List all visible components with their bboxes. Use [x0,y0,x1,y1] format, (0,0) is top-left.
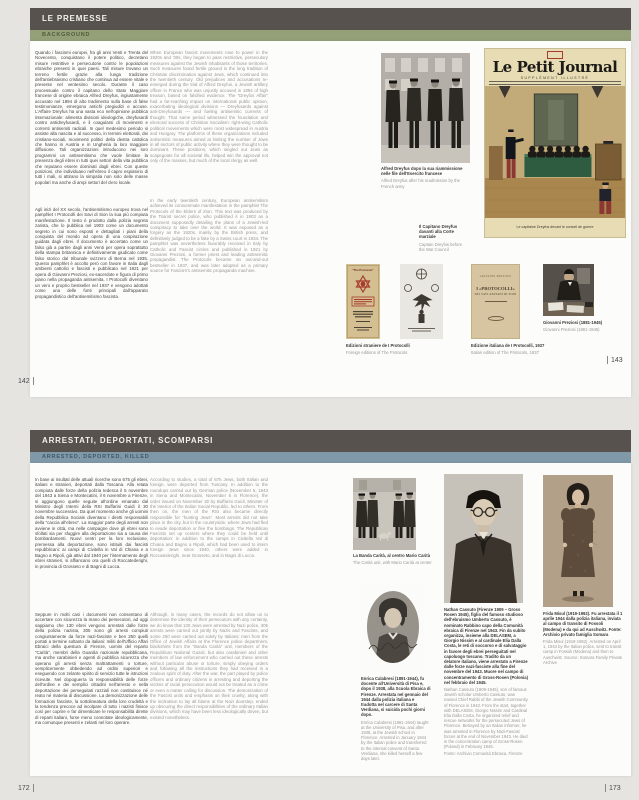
caption-italian: Enrica Calabresi (1891-1944), fu docente all'Università di Pisa e, dopo il 1938, alla Scuola Ebraica di Firenze. Arrestata nel gennaio del 1944 dalla polizia italiana e tradotta nel carcere di Santa Verdiana, si suicida pochi giorni dopo. [361,676,431,718]
caption-source: Fonte: Archivio Comunità Ebraica, Firenze [444,751,523,757]
petit-journal-cover [484,48,626,238]
cover-subtitle-line: DEI SAVI ANZIANI DI SION [474,293,517,296]
cassuto-portrait-photo [444,474,523,603]
caption-english: Foreign editions of The Protocols [346,350,408,356]
dreyfus-readmission-photo [381,53,470,163]
dreyfus-photo-caption [381,166,467,189]
petit-journal-rules [489,81,621,85]
caption-italian: Edizione italiana de I Protocolli, 1937 [471,343,545,348]
caption-italian: Alfred Dreyfus dopo la sua riammissione nelle file dell'Esercito francese [381,166,463,177]
foreign-editions-caption [346,343,451,355]
italian-text-paragraph-2: Agli inizi del XX secolo, l'antisemitismo europeo trova nel pamphlet I Protocolli dei Savi di Sion la sua più compiuta manifestazione. Il testo è prodotto dalla polizia segreta zarista, che lo pubblica nel 1903 come un documento segreto in cui sono esposti e dettagliati i piani della conquista del mondo ad opera di una cospirazione guidata dagli ebrei. Il documento è accertato come un falso già a partire dagli anni Venti per opera soprattutto della stampa britannica e definitivamente giudicato come falso storico dal tribunale svizzero di Berna nel 1935. Questo pamphlet è accolto però con favore in Italia dagli ambienti cattolici e fascisti e pubblicato nel 1921 per opera di Giovanni Preziosi, ex-sacerdote e figura di primo piano nella propaganda antisemita. I Protocolli diventano un vero e proprio bestseller nel 1937 e vengono adottati come una delle fonti principali dall'apparato propagandistico dell'antisemitismo fascista. [35,207,148,299]
italian-edition-caption [471,343,561,355]
caption-italian: Frida Misul (1919-1992). Fu arrestata il 1 aprile 1944 dalla polizia italiana, inviata al campo di transito di Fossoli (Modena) e da qui ad Auschwitz. Fonte: Archivio privato famiglia Somara [543,611,623,637]
cover-author-line: GIOVANNI PREZIOSI [479,275,512,278]
caption-italian: Nathan Cassuto (Firenze 1909 – Gross Rosen 1945), figlio del famoso studioso dell'ebraismo Umberto Cassuto, è nominato Rabbino capo della Comunità ebraica di Firenze nel 1943. Fin da subito organizza, insieme alla DELASEM, a Giorgio Nissim e al cardinale Elia Dalla Costa, le reti di soccorso e di salvataggio in favore degli ebrei perseguitati nel capoluogo toscano. Tradito da un delatore italiano, viene arrestato a Firenze dalle forze nazi-fasciste alla fine del novembre del 1943. Muore nel campo di concentramento di Gross-Rosen (Polonia) nel febbraio del 1945. [444,607,528,685]
misul-caption [543,611,623,665]
caption-english: The Carità unit, with Mario Carità at center [353,560,432,566]
calabresi-portrait-photo [361,585,425,673]
english-text-paragraph-1: When European fascist movements rose to power in the 1920s and '30s, they began to pass restrictive, persecutory measures against the Jewish inhabitants of those territories. Such measures found fertile ground in the long tradition of Christian discrimination against Jews, which continued into the twentieth century. Old prejudices and accusations re-emerged during the trial of Alfred Dreyfus, a Jewish artillery officer in France who was unjustly accused in 1894 of high treason, based on falsified evidence. The “Dreyfus Affair” had a far-reaching impact on international public opinion, exacerbating ideological divisions — Dreyfusards against anti-Dreyfusards — and fueling antisemitic currents of thought. That same period witnessed the foundation and electoral success of Christian Socialism: right-wing Catholic political movements which were most widespread in Austria and Hungary. The platforms of these organizations included antisemitic measures aimed at limiting the number of Jews in all sectors of public activity where they were thought to be dominant. These positions, which singled out Jews as scapegoats for all societal ills, helped win the approval not only of the masses, but much of the local clergy as well. [150,50,268,164]
section-title-premesse: LE PREMESSE [42,14,108,23]
page-number-value: 142 [18,377,30,385]
caption-english: Frida Misul (1919-1992). Arrested on April 1, 1944 by the Italian police, sent to transit camp in Fossoli (Modena) and then to Auschwitz. Source: Somara Family Private Archive [543,639,623,665]
page-number-value: 143 [611,356,623,364]
caption-english: Enrica Calabresi (1891-1944) taught at the University of Pisa, and after 1938, at the Jewish school in Florence. Arrested in January 1944 by the Italian police and transferred to the internal convent of Santa Verdiana, she killed herself a few days later. [361,719,429,762]
section-subtitle-arrested: ARRESTED, DEPORTED, KILLED [42,454,150,460]
caption-english: Italian edition of The Protocols, 1937 [471,350,539,356]
section-header-premesse [30,8,631,30]
court-martial-caption [419,224,467,252]
english-text-paragraph-3: According to studies, a total of 675 Jews, both Italian and foreign, were deported from Tuscany. In addition to the roundups carried out by German police (November 5, 1943 in Siena and Montecatini, November 6 in Florence), the order issued on November 30 by Buffarini Guidi, Minister of the Interior of the Italian Social Republic, led to others. From then on, the men of the RSI also became directly responsible for “hunting Jews”. Most arrests did not take place in the city, but in the countryside, where Jews had fled to evade deportation or flee the bombings. The Republican Fascists set up centers where they could be held until deportation: in addition to the camps in Civitella Val di Chiana and Bagno a Ripoli, which had been used to intern foreign Jews since 1940, others were added in Roccatederighi, near Grosseto, and in Bagni di Lucca. [150,477,268,558]
page-number-right-top [604,356,623,364]
caption-english: Nathan Cassuto (1909-1945), son of famous Jewish scholar Umberto Cassuto, was named Chief Rabbi of the Jewish Community of Florence in 1943. From the start, together with DELASEM, Giorgio Nissim and Cardinal Elia Dalla Costa, he organized relief and rescue networks for the persecuted Jews of Florence. Betrayed by an Italian informer, he was arrested in Florence by Nazi-Fascist forces at the end of November 1943. He died in the concentration camp of Gross-Rosen (Poland) in February 1945. [444,687,528,750]
cover-publisher-mark [488,316,504,321]
preziosi-portrait-photo [543,264,594,316]
caption-english: Captain Dreyfus before the War Council [419,241,463,252]
cassuto-caption [444,607,528,757]
page-number-right-bottom [602,784,621,792]
caption-italian: Edizioni straniere de I Protocolli [346,343,410,348]
misul-portrait-photo [543,475,613,607]
petit-journal-subtitle: SUPPLÉMENT ILLUSTRÉ [520,76,590,80]
page-number-left-bottom [18,784,37,792]
calabresi-caption [361,676,431,761]
caption-english: Alfred Dreyfus after his readmission by the French army [381,178,460,189]
banda-carita-caption [353,553,443,565]
italian-text-paragraph-3: In base ai risultati delle attuali ricerche sono 675 gli ebrei, italiani e stranieri, deportati dalla Toscana. Alla retata compiuta dalle forze della polizia tedesca il 5 novembre del 1943 a Siena e Montecatini, il 6 novembre a Firenze, si aggiungono quelle seguite all'ordine emanato dal Ministro degli Interni della RSI Buffarini Guidi il 30 novembre successivo. Da quel momento anche gli uomini della Repubblica Sociale diventano i diretti responsabili della “caccia all'ebreo”. La maggior parte degli arresti non avviene in città, ma nelle campagne dove gli ebrei sono sfollati sia per sfuggire alla deportazione sia a causa dei bombardamenti. Nuovi centri per la loro reclusione, premessa alla deportazione, sono istituiti dai fascisti repubblicani: ai campi di Civitella in Val di Chiana e a Bagno a Ripoli, già attivi dal 1940 per l'internamento degli ebrei stranieri, si affiancano ora quelli di Roccatederighi, in provincia di Grosseto e di Bagni di Lucca. [35,477,148,569]
section-subtitle-background: BACKGROUND [42,32,91,38]
english-text-paragraph-2: In the early twentieth century, European antisemitism achieved its consummate manifestation in the pamphlet The Protocols of the Elders of Zion. This text was produced by the Tsarist secret police, who published it in 1903 as a document supposedly detailing the plans of a Jewish-led conspiracy to take over the world. It was exposed as a forgery as the 1920s, mainly by the British press, and definitively judged to be a fake by a Swiss court in 1934. The pamphlet was nevertheless favorably received in Italy by Catholic and Fascist circles and published in 1921 by Giovanni Preziosi, a former priest and leading antisemitic propagandist. The Protocols became an out-and-out bestseller in 1937, and was later adopted as a primary source for Fascism's antisemitic propaganda machine. [150,198,268,274]
page-number-value: 173 [609,784,621,792]
protocols-cover-title: “The Protocols” [352,268,374,272]
section-header-arrestati [30,430,631,452]
caption-english: Giovanni Preziosi (1881-1945) [543,327,600,333]
page-number-left-top [18,377,37,385]
protocols-foreign-cover-2 [400,264,443,339]
cover-title-line: I «PROTOCOLLI» [476,286,515,291]
banda-carita-photo [353,478,416,550]
english-text-paragraph-4: Although, in many cases, the records do not allow us to determine the identity of their persecutors with any certainty, we do know that 130 Jews were arrested by Nazi police, 305 arrests were carried out jointly by Nazis and Fascists, and some 250 were carried out solely by Italians: men from the Office of Jewish Affairs at the Florence police department, blackshirts from the “Banda Carità” unit, members of the Republican National Guard, but also carabinieri and other members of law enforcement who carried out these arrests without particular abuse or torture, simply obeying orders and following all the instructions they had received in a zealous spirit of duty. After the war, the part played by police officers and ordinary citizens in arresting and deporting the victims of racial persecution would not be treated as a crime or even a matter calling for discussion. The demonization of the Fascist units and emphasis on their cruelty, along with the inclination to lay all blame at the Nazi doorstep, ended up obscuring the direct responsibilities of the ordinary Italian divisions, which may have been less ideologically driven, but existed nonetheless. [150,612,268,720]
caption-italian: La Banda Carità, al centro Mario Carità [353,553,431,558]
section-subheader-background [30,30,631,41]
protocols-foreign-cover-1 [346,264,380,339]
caption-italian: Il Capitano Dreyfus davanti alla Corte marziale [419,224,458,240]
italian-text-paragraph-1: Quando i fascismi europei, fra gli anni Venti e Trenta del Novecento, conquistano il potere politico, decretano misure restrittive e persecutorie contro le popolazioni ebraiche presenti in quei paesi. Tali misure trovano un terreno fertile grazie alla lunga tradizione dell'antiebraismo cristiano che continua ad essere vitale e presente nel ventesimo secolo. Durante il caso processuale contro il capitano dello Stato Maggiore francese di origine ebraica Alfred Dreyfus, ingiustamente accusato nel 1894 di alto tradimento sulla base di false testimonianze, emergono antichi pregiudizi e accuse. L'Affaire Dreyfus ha una vasta eco nell'opinione pubblica internazionale: alimenta divisioni ideologiche, dreyfusardi contro antidreyfusardi, e il coagularsi di movimenti e correnti antisemiti radicali. In quel medesimo periodo si assiste alla nascita e al successo, in termini elettorali, dei cristiano-sociali, movimenti politici della destra cattolica che hanno in Austria e in Ungheria la loro maggiore diffusione. Tali organizzazioni introducono nei loro programmi un antisemitismo che vuole limitare la presenza degli ebrei in tutti quei settori della vita pubblica che reputano essere dominati dagli ebrei. Con queste posizioni, che individuano nell'ebreo il capro espiatorio di tutti i mali, si attirano la simpatia non solo delle masse popolari ma anche di ampi settori del clero locale. [35,50,148,185]
page-number-value: 172 [18,784,30,792]
section-title-arrestati: ARRESTATI, DEPORTATI, SCOMPARSI [42,436,214,445]
italian-text-paragraph-4: Seppure in molti casi i documenti non consentano di accertare con sicurezza la mano dei persecutori, ad oggi sappiamo che 130 ebrei vengono arrestati dalle forze della polizia nazista, 305 sono gli arresti compiuti congiuntamente da forze nazi-fasciste e ben 250 quelli portati a termine soltanto da italiani: militi dell'Ufficio Affari Ebraici della questura di Firenze, uomini del reparto “Carità”, membri della Guardia nazionale repubblicana, ma anche carabinieri e agenti di pubblica sicurezza che operano gli arresti senza maltrattamenti o torture, semplicemente obbedendo ad ordini superiori e eseguendo con zelante spirito di servizio tutte le istruzioni ricevute. Nel dopoguerra la responsabilità delle forze dell'ordine e dei semplici cittadini nell'arresto e nella deportazione dei perseguitati razziali non costituisce né reato né materia di discussione. La demonizzazione delle formazioni fasciste, la sottolineatura della loro crudeltà e la tendenza precoce ad incolpare di tutto i nazisti finisce così per coprire e far dimenticare le responsabilità dirette di reparti italiani, forse meno connotate ideologicamente, ma comunque presenti e zelanti nel loro operare. [35,612,148,726]
preziosi-caption [543,320,628,332]
caption-italian: Giovanni Preziosi (1881-1945) [543,320,603,325]
protocols-italian-cover [471,264,520,339]
petit-journal-illustration [485,86,625,218]
petit-journal-masthead: Le Petit Journal [492,58,618,76]
cover-rule [485,301,507,302]
petit-journal-caption: Le capitaine Dreyfus devant le conseil de guerre [516,225,594,229]
section-subheader-arrested [30,452,631,463]
